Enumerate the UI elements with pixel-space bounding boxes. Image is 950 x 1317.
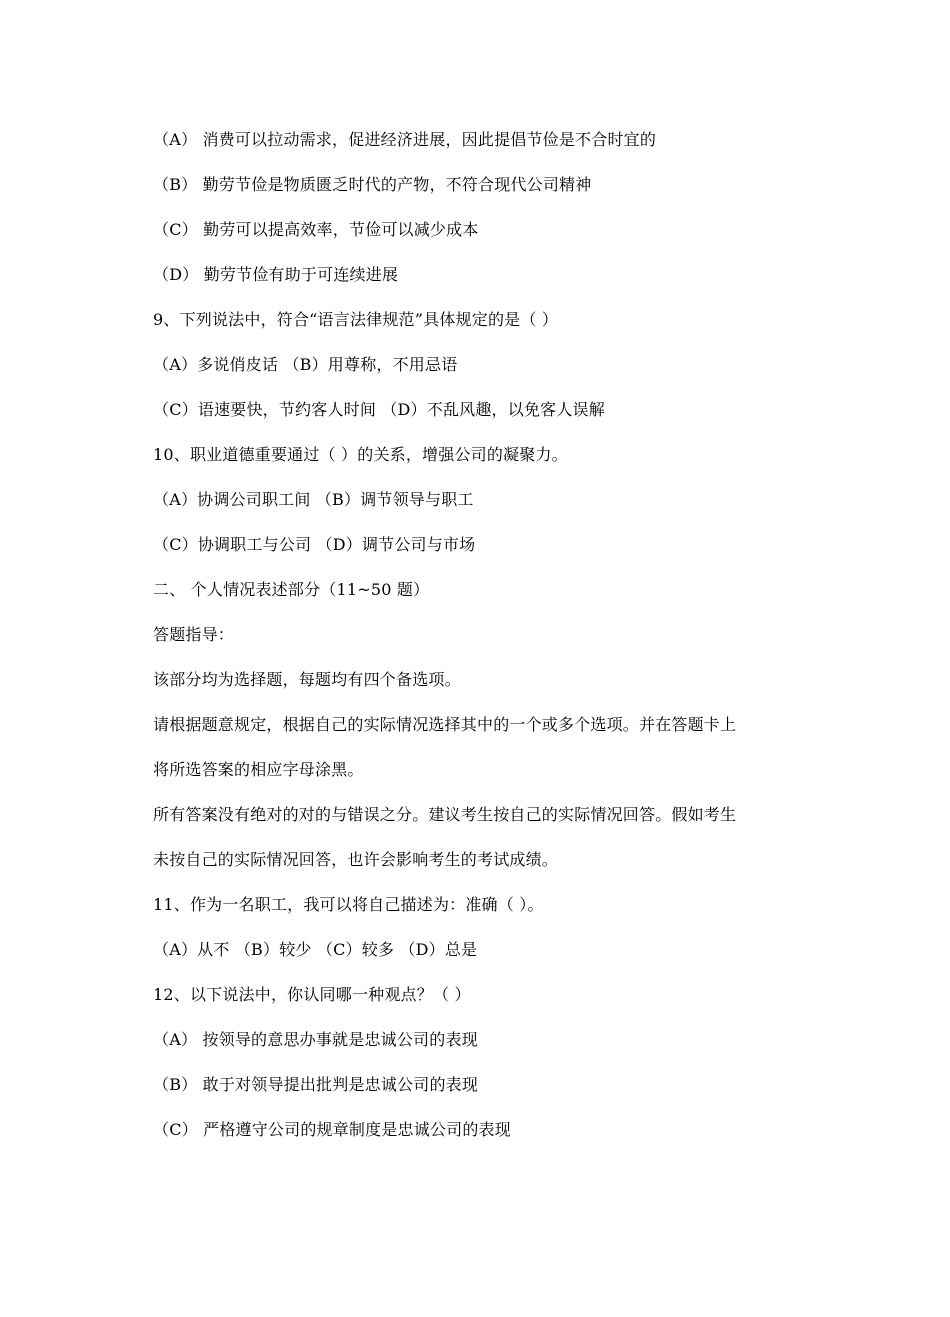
q9-options-cd: （C）语速要快，节约客人时间 （D）不乱风趣，以免客人误解 <box>153 400 605 419</box>
q10-options-cd: （C）协调职工与公司 （D）调节公司与市场 <box>153 535 476 554</box>
instruction-2-line-2: 将所选答案的相应字母涂黑。 <box>153 760 364 779</box>
instruction-1: 该部分均为选择题，每题均有四个备选项。 <box>153 670 461 689</box>
q10-question: 10、职业道德重要通过（ ）的关系，增强公司的凝聚力。 <box>153 445 568 464</box>
q9-question: 9、下列说法中，符合“语言法律规范”具体规定的是（ ） <box>153 310 559 329</box>
q11-question: 11、作为一名职工，我可以将自己描述为：准确（ ）。 <box>153 895 544 914</box>
instructions-title: 答题指导： <box>153 625 235 644</box>
q12-option-b: （B） 敢于对领导提出批判是忠诚公司的表现 <box>153 1075 479 1094</box>
q12-question: 12、以下说法中，你认同哪一种观点？（ ） <box>153 985 471 1004</box>
q11-options: （A）从不 （B）较少 （C）较多 （D）总是 <box>153 940 478 959</box>
q12-option-a: （A） 按领导的意思办事就是忠诚公司的表现 <box>153 1030 478 1049</box>
q12-option-c: （C） 严格遵守公司的规章制度是忠诚公司的表现 <box>153 1120 511 1139</box>
q8-option-d: （D） 勤劳节俭有助于可连续进展 <box>153 265 399 284</box>
instruction-2-line-1: 请根据题意规定，根据自己的实际情况选择其中的一个或多个选项。并在答题卡上 <box>153 715 737 734</box>
q8-option-b: （B） 勤劳节俭是物质匮乏时代的产物，不符合现代公司精神 <box>153 175 592 194</box>
document-body <box>153 124 803 1159</box>
q8-option-a: （A） 消费可以拉动需求，促进经济进展，因此提倡节俭是不合时宜的 <box>153 130 657 149</box>
section-heading: 二、 个人情况表述部分（11~50 题） <box>153 580 430 599</box>
instruction-3-line-1: 所有答案没有绝对的对的与错误之分。建议考生按自己的实际情况回答。假如考生 <box>153 805 737 824</box>
instruction-3-line-2: 未按自己的实际情况回答，也许会影响考生的考试成绩。 <box>153 850 559 869</box>
q9-options-ab: （A）多说俏皮话 （B）用尊称，不用忌语 <box>153 355 458 374</box>
q10-options-ab: （A）协调公司职工间 （B）调节领导与职工 <box>153 490 474 509</box>
q8-option-c: （C） 勤劳可以提高效率，节俭可以减少成本 <box>153 220 479 239</box>
